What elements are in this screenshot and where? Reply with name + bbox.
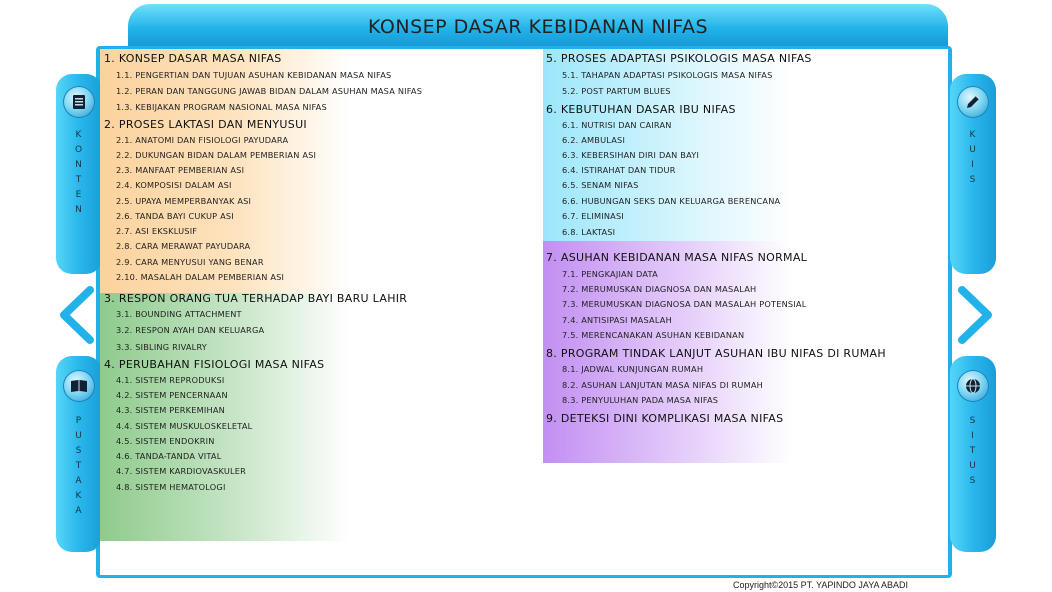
section-heading[interactable]: 4. PERUBAHAN FISIOLOGI MASA NIFAS xyxy=(104,358,325,371)
toc-item-link[interactable]: 6.1. NUTRISI DAN CAIRAN xyxy=(562,120,672,130)
prev-button[interactable] xyxy=(56,286,102,344)
toc-item-link[interactable]: 5.2. POST PARTUM BLUES xyxy=(562,86,671,96)
toc-item-link[interactable]: 6.6. HUBUNGAN SEKS DAN KELUARGA BERENCANA xyxy=(562,196,781,206)
section-heading[interactable]: 8. PROGRAM TINDAK LANJUT ASUHAN IBU NIFAS DI RUMAH xyxy=(546,347,886,360)
nav-situs-label: S I T U S xyxy=(969,416,977,486)
toc-item-link[interactable]: 1.1. PENGERTIAN DAN TUJUAN ASUHAN KEBIDANAN MASA NIFAS xyxy=(116,70,392,80)
toc-item-link[interactable]: 3.3. SIBLING RIVALRY xyxy=(116,342,208,352)
copyright-text: Copyright©2015 PT. YAPINDO JAYA ABADI xyxy=(733,580,909,590)
toc-item-link[interactable]: 1.2. PERAN DAN TANGGUNG JAWAB BIDAN DALAM ASUHAN MASA NIFAS xyxy=(116,86,423,96)
toc-item-link[interactable]: 2.6. TANDA BAYI CUKUP ASI xyxy=(116,211,234,221)
notepad-icon xyxy=(63,86,95,118)
toc-item-link[interactable]: 2.10. MASALAH DALAM PEMBERIAN ASI xyxy=(116,272,285,282)
book-icon xyxy=(63,370,95,402)
toc-item-link[interactable]: 4.4. SISTEM MUSKULOSKELETAL xyxy=(116,421,253,431)
toc-item-link[interactable]: 5.1. TAHAPAN ADAPTASI PSIKOLOGIS MASA NIFAS xyxy=(562,70,773,80)
toc-item-link[interactable]: 2.2. DUKUNGAN BIDAN DALAM PEMBERIAN ASI xyxy=(116,150,317,160)
section-heading[interactable]: 9. DETEKSI DINI KOMPLIKASI MASA NIFAS xyxy=(546,412,784,425)
toc-item-link[interactable]: 2.7. ASI EKSKLUSIF xyxy=(116,226,198,236)
title-bar xyxy=(128,4,948,48)
page-title: KONSEP DASAR KEBIDANAN NIFAS xyxy=(367,16,708,38)
section-heading[interactable]: 5. PROSES ADAPTASI PSIKOLOGIS MASA NIFAS xyxy=(546,52,812,65)
toc-item-link[interactable]: 2.9. CARA MENYUSUI YANG BENAR xyxy=(116,257,264,267)
toc-item-link[interactable]: 6.7. ELIMINASI xyxy=(562,211,624,221)
toc-item-link[interactable]: 4.5. SISTEM ENDOKRIN xyxy=(116,436,215,446)
toc-item-link[interactable]: 6.5. SENAM NIFAS xyxy=(562,180,639,190)
chevron-right-icon xyxy=(950,286,996,344)
toc-item-link[interactable]: 4.3. SISTEM PERKEMIHAN xyxy=(116,405,225,415)
toc-item-link[interactable]: 2.8. CARA MERAWAT PAYUDARA xyxy=(116,241,251,251)
toc-item-link[interactable]: 6.3. KEBERSIHAN DIRI DAN BAYI xyxy=(562,150,700,160)
section-heading[interactable]: 3. RESPON ORANG TUA TERHADAP BAYI BARU LAHIR xyxy=(104,292,408,305)
toc-item-link[interactable]: 2.5. UPAYA MEMPERBANYAK ASI xyxy=(116,196,252,206)
toc-item-link[interactable]: 1.3. KEBIJAKAN PROGRAM NASIONAL MASA NIFAS xyxy=(116,102,327,112)
table-of-contents xyxy=(100,49,948,575)
toc-item-link[interactable]: 6.2. AMBULASI xyxy=(562,135,626,145)
globe-icon xyxy=(957,370,989,402)
section-heading[interactable]: 7. ASUHAN KEBIDANAN MASA NIFAS NORMAL xyxy=(546,251,808,264)
toc-item-link[interactable]: 2.3. MANFAAT PEMBERIAN ASI xyxy=(116,165,245,175)
toc-item-link[interactable]: 4.8. SISTEM HEMATOLOGI xyxy=(116,482,226,492)
section-heading[interactable]: 1. KONSEP DASAR MASA NIFAS xyxy=(104,52,282,65)
toc-item-link[interactable]: 4.2. SISTEM PENCERNAAN xyxy=(116,390,228,400)
toc-item-link[interactable]: 8.2. ASUHAN LANJUTAN MASA NIFAS DI RUMAH xyxy=(562,380,764,390)
toc-item-link[interactable]: 2.1. ANATOMI DAN FISIOLOGI PAYUDARA xyxy=(116,135,289,145)
toc-item-link[interactable]: 7.4. ANTISIPASI MASALAH xyxy=(562,315,672,325)
toc-item-link[interactable]: 3.2. RESPON AYAH DAN KELUARGA xyxy=(116,325,265,335)
section-heading[interactable]: 2. PROSES LAKTASI DAN MENYUSUI xyxy=(104,118,307,131)
nav-pustaka-button[interactable] xyxy=(56,356,102,552)
toc-item-link[interactable]: 7.1. PENGKAJIAN DATA xyxy=(562,269,658,279)
toc-item-link[interactable]: 8.3. PENYULUHAN PADA MASA NIFAS xyxy=(562,395,719,405)
nav-kuis-button[interactable] xyxy=(950,74,996,274)
toc-item-link[interactable]: 7.3. MERUMUSKAN DIAGNOSA DAN MASALAH POTENSIAL xyxy=(562,299,807,309)
toc-item-link[interactable]: 6.8. LAKTASI xyxy=(562,227,616,237)
toc-item-link[interactable]: 7.2. MERUMUSKAN DIAGNOSA DAN MASALAH xyxy=(562,284,757,294)
toc-item-link[interactable]: 8.1. JADWAL KUNJUNGAN RUMAH xyxy=(562,364,704,374)
toc-item-link[interactable]: 6.4. ISTIRAHAT DAN TIDUR xyxy=(562,165,676,175)
section-heading[interactable]: 6. KEBUTUHAN DASAR IBU NIFAS xyxy=(546,103,736,116)
next-button[interactable] xyxy=(950,286,996,344)
chevron-left-icon xyxy=(56,286,102,344)
toc-item-link[interactable]: 4.7. SISTEM KARDIOVASKULER xyxy=(116,466,247,476)
nav-pustaka-label: P U S T A K A xyxy=(75,416,83,516)
pencil-icon xyxy=(957,86,989,118)
nav-situs-button[interactable] xyxy=(950,356,996,552)
toc-item-link[interactable]: 7.5. MERENCANAKAN ASUHAN KEBIDANAN xyxy=(562,330,745,340)
nav-kuis-label: K U I S xyxy=(969,130,977,185)
toc-item-link[interactable]: 4.6. TANDA-TANDA VITAL xyxy=(116,451,222,461)
toc-item-link[interactable]: 2.4. KOMPOSISI DALAM ASI xyxy=(116,180,232,190)
toc-item-link[interactable]: 3.1. BOUNDING ATTACHMENT xyxy=(116,309,242,319)
nav-konten-button[interactable] xyxy=(56,74,102,274)
nav-konten-label: K O N T E N xyxy=(74,130,84,215)
toc-item-link[interactable]: 4.1. SISTEM REPRODUKSI xyxy=(116,375,225,385)
